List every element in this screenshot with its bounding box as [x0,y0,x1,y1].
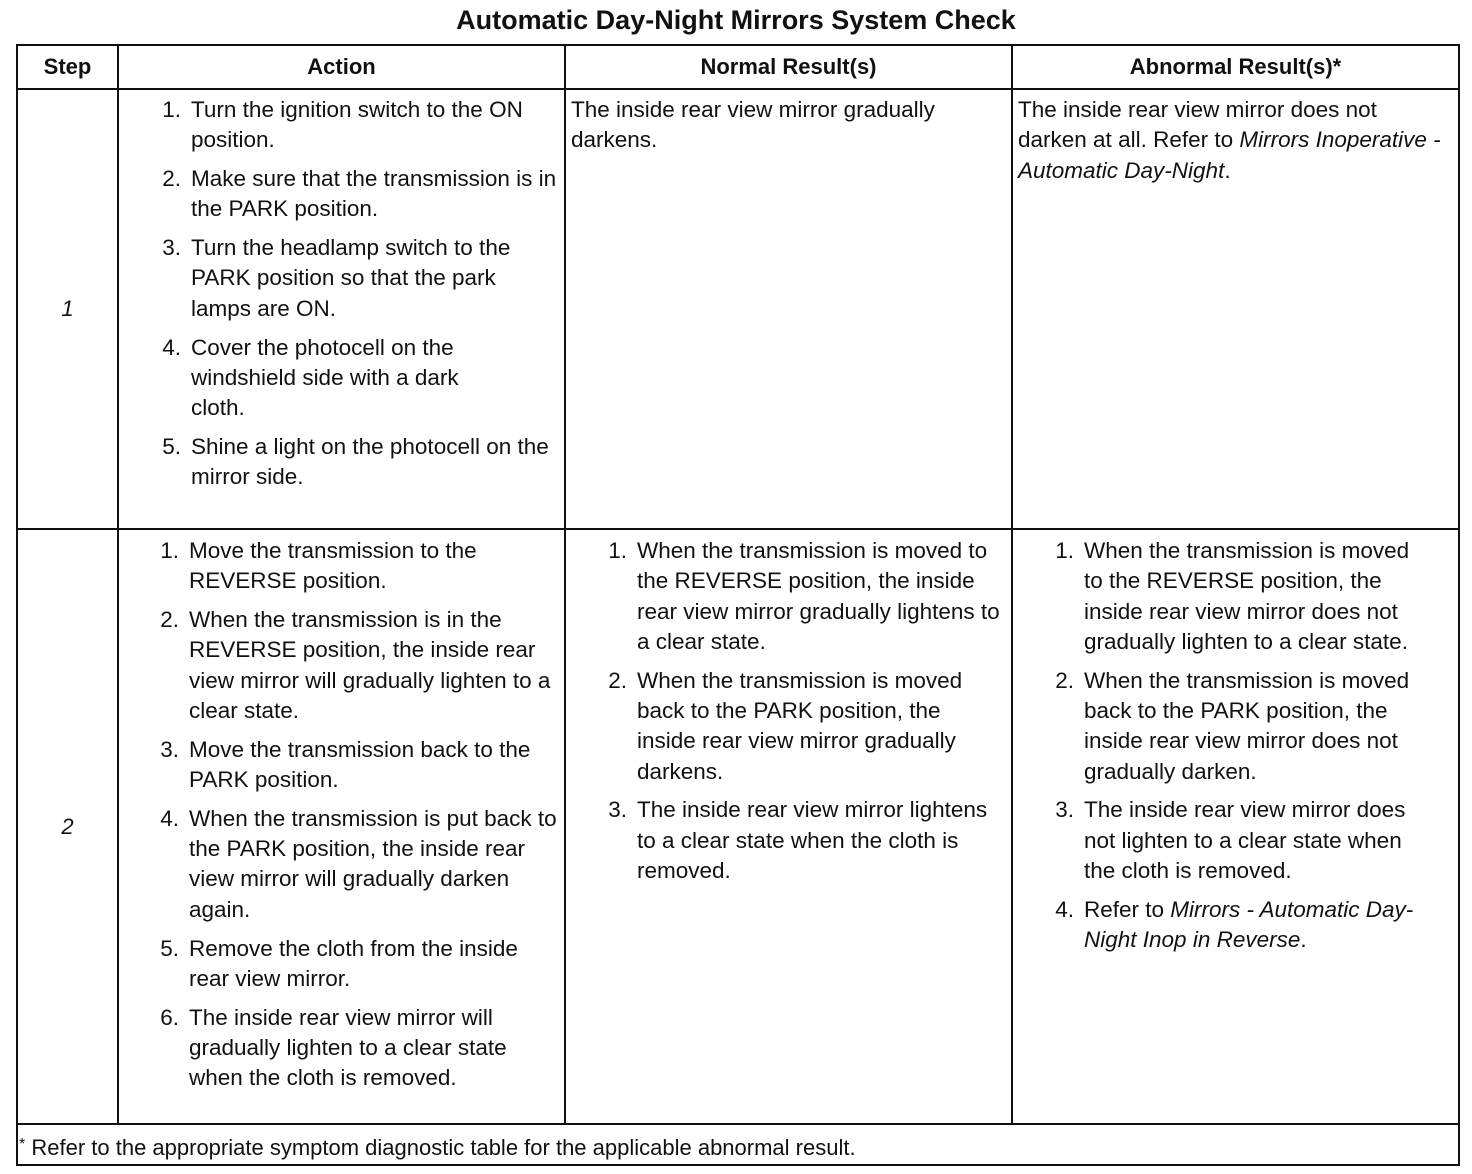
list-item: 4. Refer to Mirrors - Automatic Day-Night Inop in Reverse. [1055,896,1414,953]
list-item: 6. The inside rear view mirror will gradually lighten to a clear state when the cloth is removed. [160,1004,507,1091]
column-divider [564,46,566,1123]
list-item: 2. When the transmission is moved back to the PARK position, the inside rear view mirror does not gradually darken. [1055,667,1410,784]
header-abnormal-results: Abnormal Result(s)* [1129,54,1342,79]
header-step: Step [43,54,92,79]
page-title: Automatic Day-Night Mirrors System Check [456,5,1016,35]
list-item: 2. When the transmission is in the REVERSE position, the inside rear view mirror will gradually lighten to a clear state. [160,607,551,723]
step-1-action [125,95,559,501]
step-1-abnormal-result: The inside rear view mirror does not darken at all. Refer to Mirrors Inoperative - Automatic Day-Night. [1018,97,1441,183]
list-item: 2. Make sure that the transmission is in the PARK position. [162,166,557,222]
list-item: 1. When the transmission is moved to the REVERSE position, the inside rear view mirror does not gradually lighten to a clear state. [1055,538,1410,654]
list-item: 1. Move the transmission to the REVERSE position. [160,538,477,594]
list-item: 5. Shine a light on the photocell on the mirror side. [162,433,549,490]
column-divider [1011,46,1013,1123]
system-check-table [16,44,1460,1166]
header-normal-results: Normal Result(s) [700,54,877,79]
footnote: * Refer to the appropriate symptom diagnostic table for the applicable abnormal result. [19,1135,856,1160]
list-item: 1. When the transmission is moved to the REVERSE position, the inside rear view mirror gradually lightens to a clear state. [608,538,1000,654]
reference-link: Mirrors Inoperative - Automatic Day-Night [1018,127,1441,183]
list-item: 5. Remove the cloth from the inside rear view mirror. [160,935,518,991]
list-item: 4. Cover the photocell on the windshield side with a dark cloth. [162,334,459,421]
header-action: Action [307,54,376,79]
step-1-normal-result: The inside rear view mirror gradually darkens. [571,97,935,153]
step-number: 1 [61,296,74,321]
list-item: 2. When the transmission is moved back to the PARK position, the inside rear view mirror gradually darkens. [608,667,963,784]
step-number: 2 [61,814,74,839]
list-item: 1. Turn the ignition switch to the ON position. [162,97,523,153]
column-divider [117,46,119,1123]
step-2-normal-results [571,536,1001,895]
step-2-abnormal-results [1018,536,1450,964]
list-item: 3. The inside rear view mirror lightens to a clear state when the cloth is removed. [608,797,988,883]
step-2-action [125,536,559,1102]
reference-link: Mirrors - Automatic Day-Night Inop in Reverse [1084,896,1414,953]
list-item: 3. Turn the headlamp switch to the PARK position so that the park lamps are ON. [162,235,511,321]
row-divider [18,528,1458,530]
list-item: 3. The inside rear view mirror does not lighten to a clear state when the cloth is removed. [1055,797,1406,883]
list-item: 3. Move the transmission back to the PARK position. [160,736,531,793]
row-divider [18,1123,1458,1125]
row-divider [18,88,1458,90]
list-item: 4. When the transmission is put back to the PARK position, the inside rear view mirror will gradually darken again. [160,805,557,922]
